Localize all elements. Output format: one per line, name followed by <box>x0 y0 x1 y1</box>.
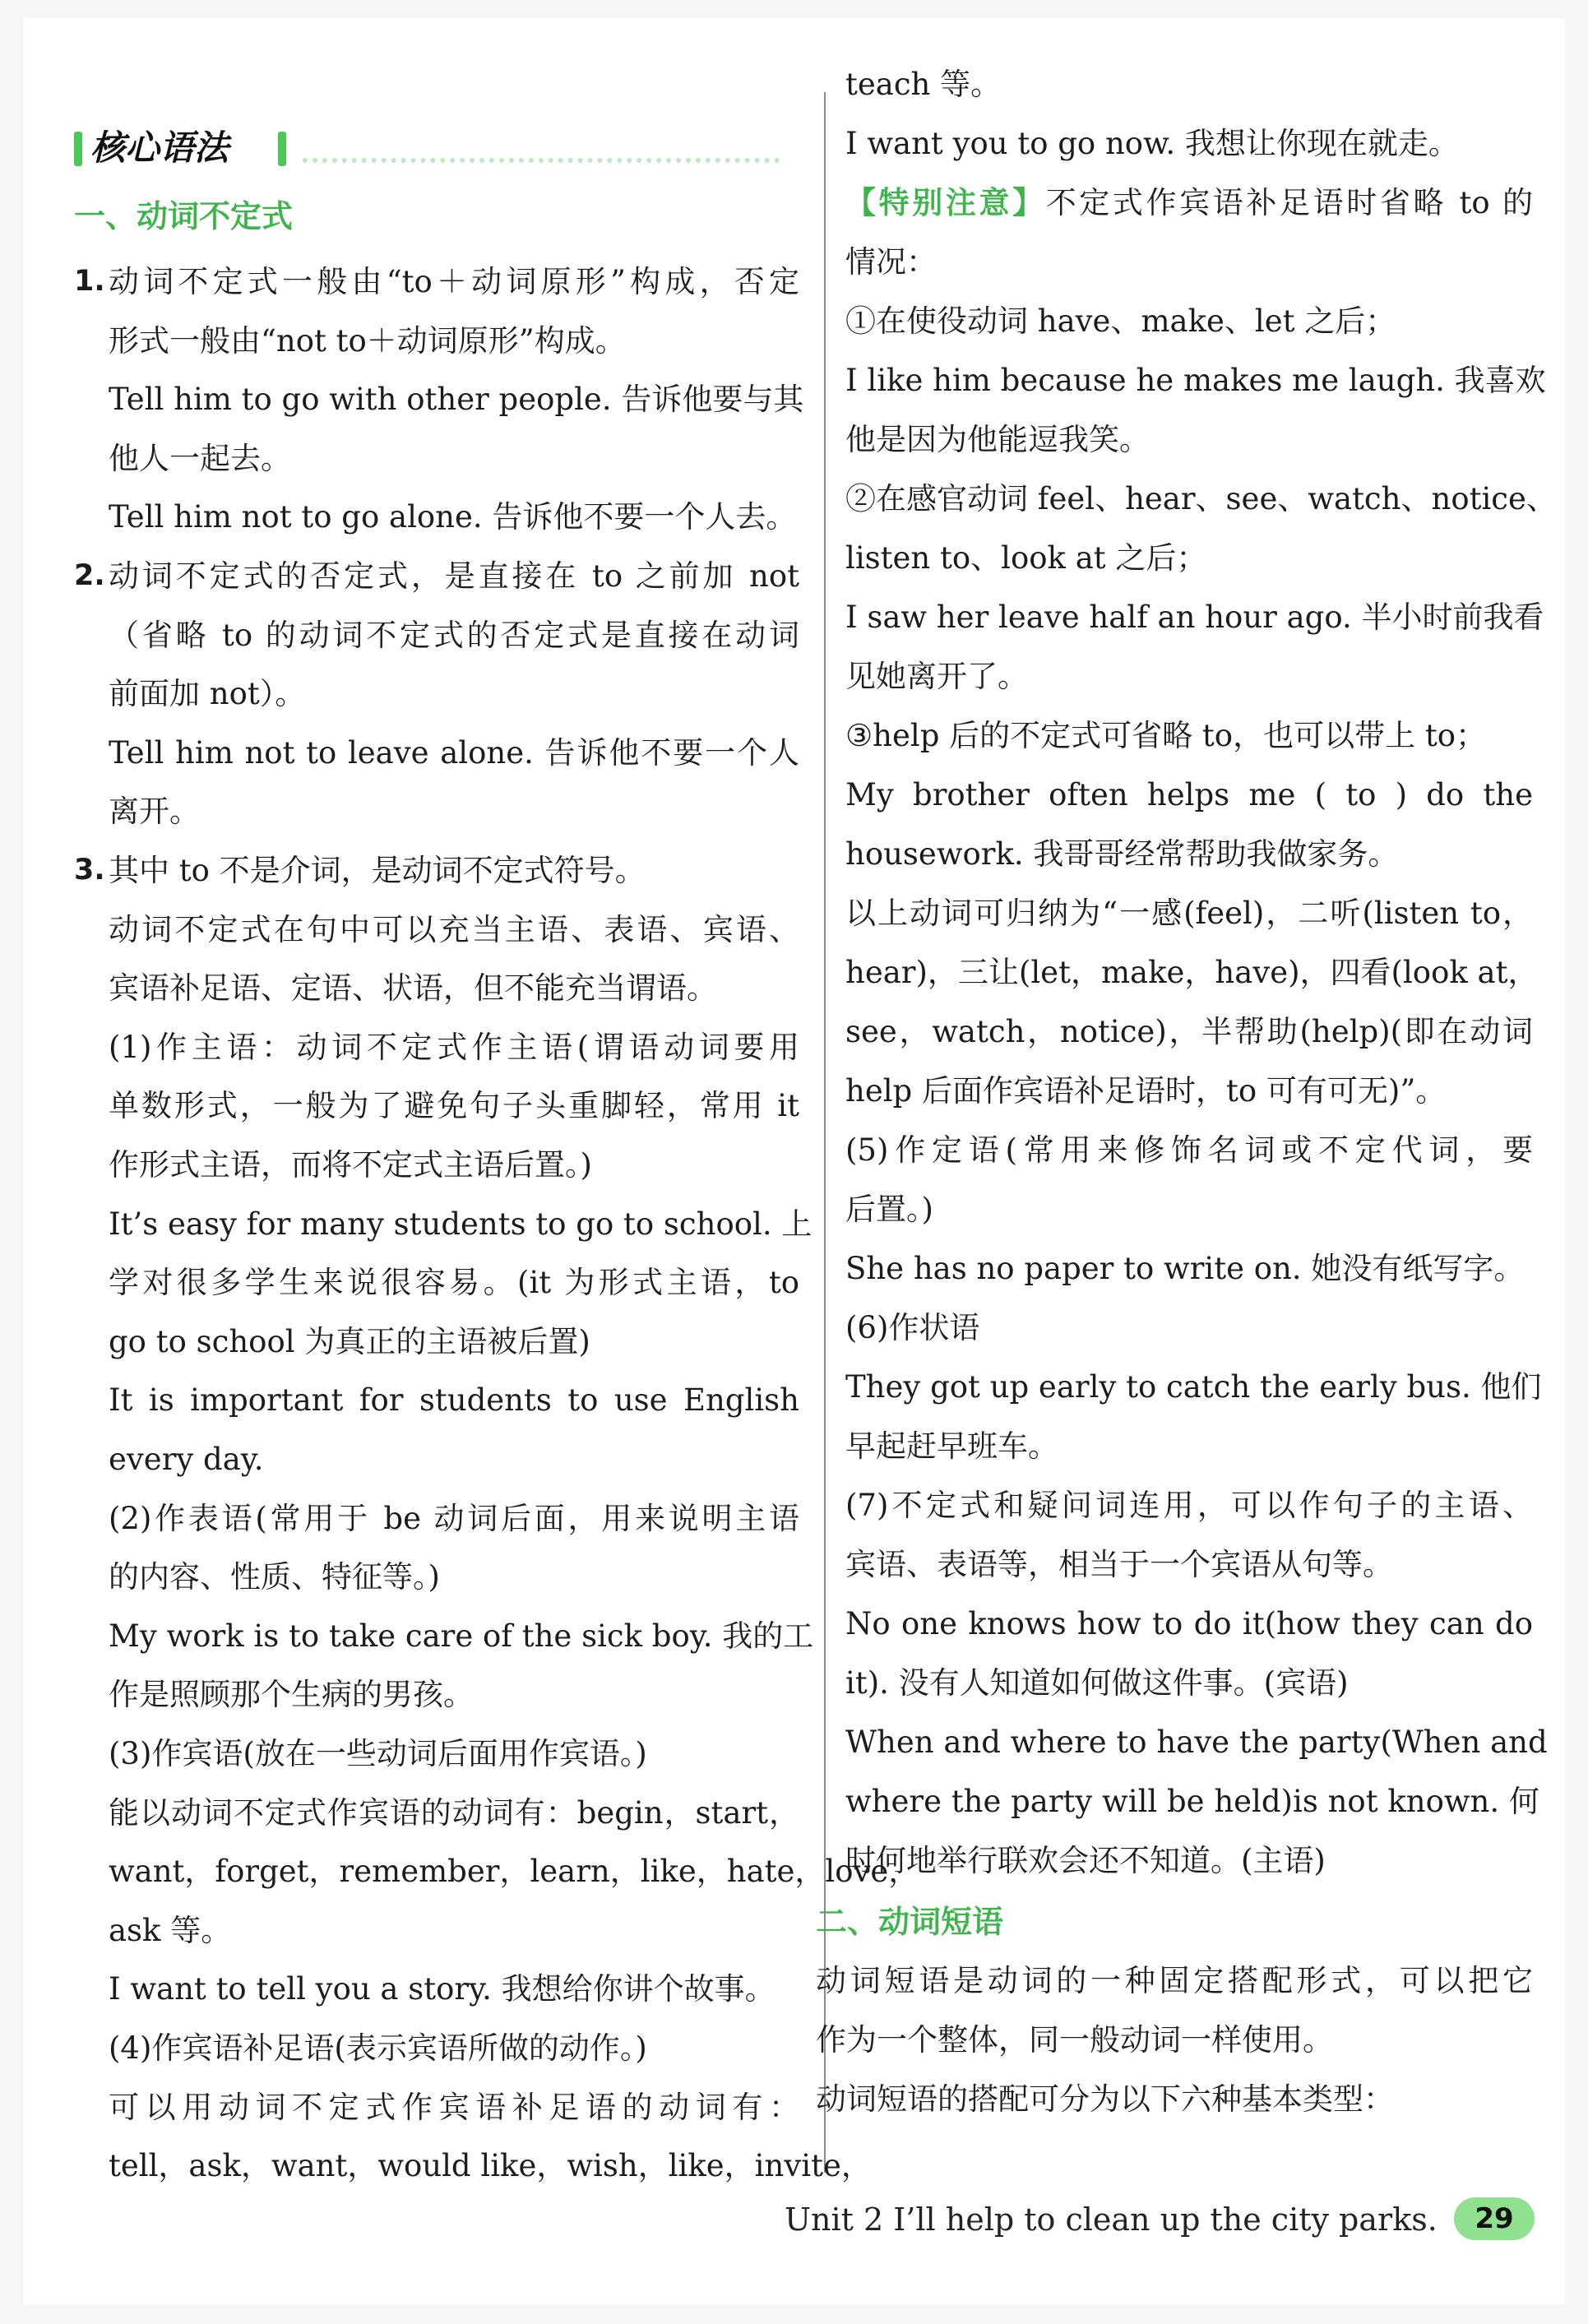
example-line: 他是因为他能逗我笑。 <box>845 422 1150 457</box>
header-bar-left <box>74 132 82 166</box>
text-line: (3)作宾语(放在一些动词后面用作宾语。) <box>109 1736 647 1771</box>
example-line: I want you to go now. 我想让你现在就走。 <box>845 126 1459 161</box>
text-line: 能以动词不定式作宾语的动词有：begin，start， <box>109 1794 799 1831</box>
text-line: 作为一个整体，同一般动词一样使用。 <box>816 2022 1333 2058</box>
text-line: (2)作表语(常用于 be 动词后面，用来说明主语 <box>109 1500 799 1536</box>
example-line: Tell him to go with other people. 告诉他要与其 <box>109 382 804 418</box>
text-line: 单数形式，一般为了避免句子头重脚轻，常用 it <box>109 1088 799 1124</box>
text-line: 宾语补足语、定语、状语，但不能充当谓语。 <box>109 970 717 1007</box>
header-bar-right <box>278 132 286 166</box>
example-line: 学对很多学生来说很容易。(it 为形式主语，to <box>109 1265 799 1301</box>
text-line: 动词不定式一般由“to＋动词原形”构成，否定 <box>109 264 799 299</box>
example-line: 他人一起去。 <box>109 440 291 476</box>
item-number-3: 3. <box>74 854 105 887</box>
text-line: 其中 to 不是介词，是动词不定式符号。 <box>109 853 646 888</box>
text-line: ①在使役动词 have、make、let 之后； <box>845 303 1396 339</box>
example-line: It is important for students to use English <box>109 1382 799 1419</box>
text-line: hear)，三让(let，make，have)，四看(look at， <box>845 955 1539 990</box>
page <box>23 18 1565 2304</box>
example-line: It’s easy for many students to go to school. 上 <box>109 1206 813 1242</box>
example-line: My work is to take care of the sick boy. 我的工 <box>109 1618 814 1654</box>
example-line: I want to tell you a story. 我想给你讲个故事。 <box>109 1971 775 2007</box>
text-line: listen to、look at 之后； <box>845 540 1207 576</box>
example-line: 见她离开了。 <box>845 659 1028 694</box>
text-line: (5)作定语(常用来修饰名词或不定代词，要 <box>845 1132 1533 1168</box>
example-line: I like him because he makes me laugh. 我喜欢 <box>845 363 1546 398</box>
text-line: (6)作状语 <box>845 1310 980 1345</box>
text-line: teach 等。 <box>845 67 1002 102</box>
text-line: 前面加 not）。 <box>109 676 306 712</box>
text-line: (7)不定式和疑问词连用，可以作句子的主语、 <box>845 1488 1533 1523</box>
example-line: When and where to have the party(When and <box>845 1724 1548 1760</box>
special-note-line <box>845 183 1533 224</box>
text-line: 动词不定式的否定式，是直接在 to 之前加 not <box>109 558 799 594</box>
text-line: 后置。) <box>845 1192 933 1227</box>
text-line: tell，ask，want，would like，wish，like，invite， <box>109 2148 872 2184</box>
text-line: ②在感官动词 feel、hear、see、watch、notice、 <box>845 481 1557 516</box>
text-line: 动词不定式在句中可以充当主语、表语、宾语、 <box>109 911 799 947</box>
text-line: 的内容、性质、特征等。) <box>109 1559 440 1595</box>
example-line: 早起赶早班车。 <box>845 1428 1058 1464</box>
text-line: （省略 to 的动词不定式的否定式是直接在动词 <box>109 617 799 653</box>
example-line: They got up early to catch the early bus. 他们 <box>845 1369 1542 1405</box>
example-line: housework. 我哥哥经常帮助我做家务。 <box>845 836 1399 872</box>
example-line: Tell him not to leave alone. 告诉他不要一个人 <box>109 734 799 771</box>
example-line: I saw her leave half an hour ago. 半小时前我看 <box>845 600 1544 635</box>
text-line: ③help 后的不定式可省略 to，也可以带上 to； <box>845 718 1486 753</box>
text-line: want，forget，remember，learn，like，hate，love， <box>109 1854 919 1890</box>
header-dotted-rule <box>303 158 780 163</box>
example-line: She has no paper to write on. 她没有纸写字。 <box>845 1251 1525 1286</box>
example-line: where the party will be held)is not known. 何 <box>845 1784 1539 1819</box>
example-line: every day. <box>109 1442 264 1477</box>
text-line: (1)作主语：动词不定式作主语(谓语动词要用 <box>109 1029 799 1065</box>
text-line: 形式一般由“not to＋动词原形”构成。 <box>109 322 626 359</box>
example-line: Tell him not to go alone. 告诉他不要一个人去。 <box>109 499 797 535</box>
example-line: it). 没有人知道如何做这件事。(宾语) <box>845 1665 1349 1701</box>
example-line: go to school 为真正的主语被后置) <box>109 1323 590 1359</box>
example-line: My brother often helps me ( to ) do the <box>845 777 1533 812</box>
text-line: ask 等。 <box>109 1912 232 1948</box>
text-line: 以上动词可归纳为“一感(feel)，二听(listen to， <box>845 896 1533 931</box>
text-line: 动词短语是动词的一种固定搭配形式，可以把它 <box>816 1963 1533 1998</box>
page-number-badge: 29 <box>1454 2197 1535 2240</box>
text-line: see，watch，notice)，半帮助(help)(即在动词 <box>845 1014 1533 1049</box>
special-note-tag: 【特别注意】 <box>845 185 1046 220</box>
footer-unit-title: Unit 2 I’ll help to clean up the city parks. <box>785 2201 1438 2238</box>
item-number-2: 2. <box>74 559 105 592</box>
text-line: 动词短语的搭配可分为以下六种基本类型： <box>816 2081 1394 2117</box>
text-line: help 后面作宾语补足语时，to 可有可无)”。 <box>845 1073 1447 1109</box>
special-note-text: 不定式作宾语补足语时省略 to 的 <box>1045 185 1533 220</box>
example-line: 时何地举行联欢会还不知道。(主语) <box>845 1843 1326 1878</box>
section-heading-verb-phrases: 二、动词短语 <box>816 1904 1004 1940</box>
example-line: No one knows how to do it(how they can do <box>845 1606 1533 1641</box>
text-line: 宾语、表语等，相当于一个宾语从句等。 <box>845 1547 1393 1582</box>
text-line: 情况： <box>845 244 937 280</box>
example-line: 作是照顾那个生病的男孩。 <box>109 1677 474 1713</box>
section-heading-infinitive: 一、动词不定式 <box>74 198 294 234</box>
text-line: (4)作宾语补足语(表示宾语所做的动作。) <box>109 2030 647 2066</box>
section-header <box>74 123 296 173</box>
text-line: 作形式主语，而将不定式主语后置。) <box>109 1147 592 1183</box>
header-title: 核心语法 <box>90 127 229 168</box>
item-number-1: 1. <box>74 265 105 298</box>
text-line: 可以用动词不定式作宾语补足语的动词有： <box>109 2089 799 2125</box>
example-line: 离开。 <box>109 794 200 830</box>
